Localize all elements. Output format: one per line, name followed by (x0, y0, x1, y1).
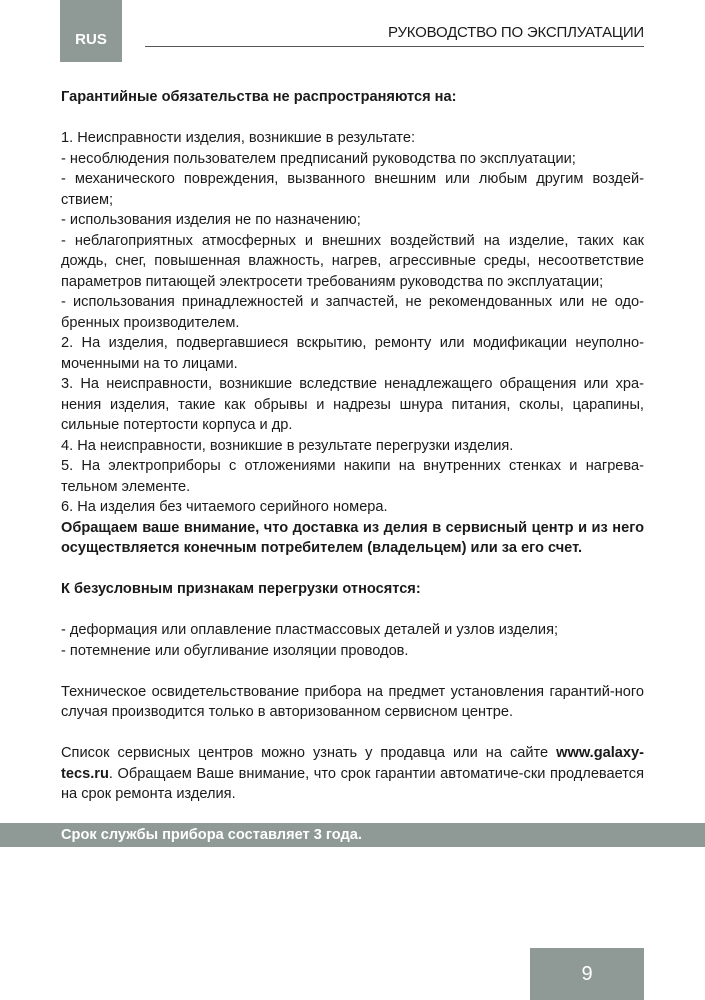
warranty-line: 6. На изделия без читаемого серийного номера. (61, 499, 388, 515)
warranty-heading: Гарантийные обязательства не распространяются на: (61, 89, 457, 105)
document-title: РУКОВОДСТВО ПО ЭКСПЛУАТАЦИИ (388, 24, 644, 41)
warranty-line: - использования принадлежностей и запчастей, не рекомендованных или не одо-бренных производителем. (61, 294, 644, 331)
language-tab: RUS (60, 0, 122, 62)
service-centers-text (61, 743, 644, 805)
spacer (61, 108, 644, 129)
warranty-line: - механического повреждения, вызванного внешним или любым другим воздей-ствием; (61, 171, 644, 208)
warranty-line: 4. На неисправности, возникшие в результате перегрузки изделия. (61, 437, 514, 454)
service-centers-text-before: Список сервисных центров можно узнать у продавца или на сайте (61, 745, 557, 761)
warranty-line: 3. На неисправности, возникшие вследствие ненадлежащего обращения или хра-нения изделия, такие как обрывы и надрезы шнура питания, сколы, царапины, сильные потертости корпуса и др. (61, 376, 644, 433)
warranty-line: - несоблюдения пользователем предписаний руководства по эксплуатации; (61, 150, 576, 167)
page-number: 9 (530, 948, 644, 1000)
warranty-line: 2. На изделия, подвергавшиеся вскрытию, ремонту или модификации неуполно-моченными на то лицами. (61, 335, 644, 372)
warranty-line: - неблагоприятных атмосферных и внешних воздействий на изделие, таких как дождь, снег, повышенная влажность, нагрев, агрессивные среды, несоответствие параметров питающей электросети требованиям руководства по эксплуатации; (61, 232, 644, 290)
spacer (61, 661, 644, 682)
website-link[interactable]: www.galaxy-tecs.ru (61, 745, 644, 782)
header-divider (145, 46, 644, 47)
overload-line: - потемнение или обугливание изоляции проводов. (61, 642, 409, 659)
warranty-line: 5. На электроприборы с отложениями накипи на внутренних стенках и нагрева-тельном элементе. (61, 458, 644, 495)
inspection-text: Техническое освидетельствование прибора на предмет установления гарантий-ного случая производится только в авторизованном сервисном центре. (61, 683, 644, 720)
service-centers-text-after: . Обращаем Ваше внимание, что срок гарантии автоматиче-ски продлевается на срок ремонта изделия. (61, 765, 644, 802)
overload-line: - деформация или оплавление пластмассовых деталей и узлов изделия; (61, 622, 559, 638)
warranty-line: 1. Неисправности изделия, возникшие в результате: (61, 130, 415, 146)
delivery-notice: Обращаем ваше внимание, что доставка из делия в сервисный центр и из него осуществляется конечным потребителем (владельцем) или за его счет. (61, 519, 644, 556)
spacer (61, 723, 644, 744)
page-content (61, 87, 644, 805)
spacer (61, 559, 644, 580)
service-life-banner: Срок службы прибора составляет 3 года. (0, 823, 705, 847)
warranty-line: - использования изделия не по назначению; (61, 212, 361, 228)
spacer (61, 600, 644, 621)
overload-heading: К безусловным признакам перегрузки относятся: (61, 581, 421, 597)
